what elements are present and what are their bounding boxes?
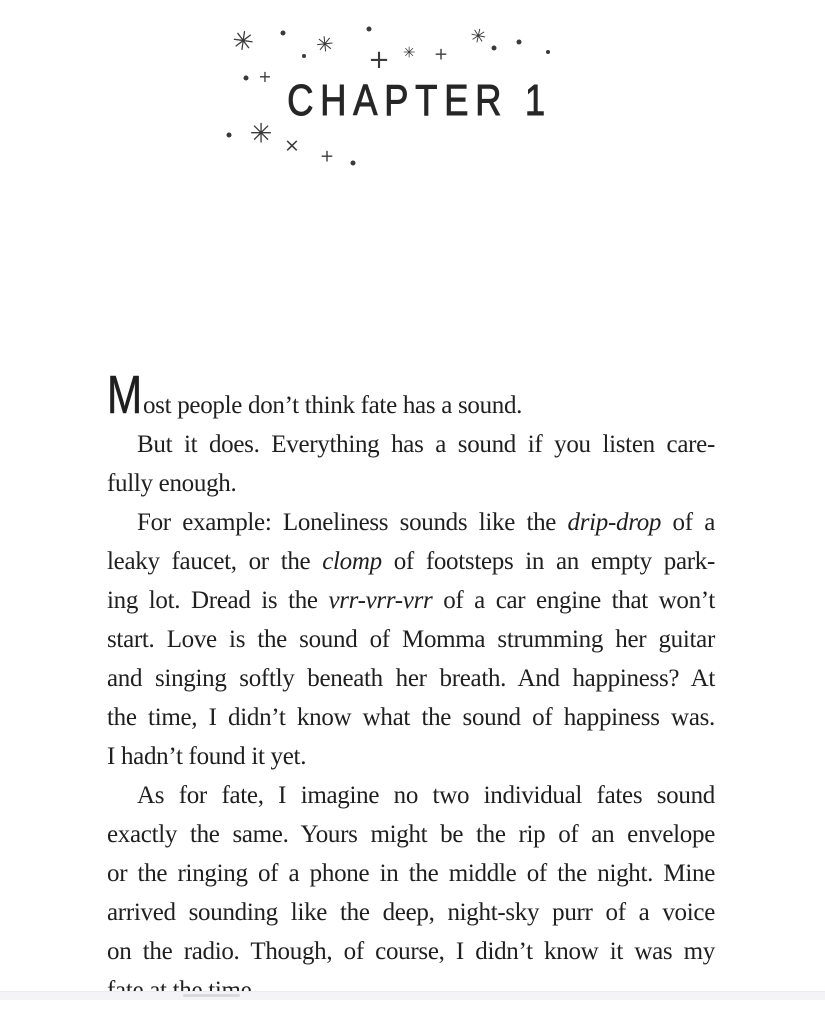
body-paragraph bbox=[107, 425, 715, 503]
text-run: leaky faucet, or the bbox=[107, 548, 323, 575]
plus-icon: + bbox=[368, 45, 390, 75]
asterisk-icon: ✳ bbox=[249, 118, 273, 150]
text-line bbox=[107, 425, 715, 464]
italic-word: vrr-vrr-vrr bbox=[328, 587, 433, 614]
text-line bbox=[107, 464, 715, 503]
text-line bbox=[107, 503, 715, 542]
body-paragraph bbox=[107, 365, 715, 425]
text-line bbox=[107, 365, 715, 425]
text-run: of footsteps in an empty park- bbox=[381, 548, 715, 575]
text-run: But it does. Everything has a sound if you listen care- bbox=[137, 431, 715, 458]
drop-cap: M bbox=[107, 365, 143, 425]
text-line bbox=[107, 776, 715, 815]
body-text bbox=[107, 365, 716, 1010]
page-edge-smudge bbox=[183, 994, 240, 997]
asterisk-icon: ✳ bbox=[468, 24, 489, 49]
asterisk-icon: ✳ bbox=[230, 25, 256, 59]
body-paragraph bbox=[107, 503, 715, 776]
text-line bbox=[107, 737, 715, 776]
text-run: of a bbox=[661, 509, 715, 536]
text-run: of a car engine that won’t bbox=[432, 587, 716, 614]
text-run: I hadn’t found it yet. bbox=[107, 743, 307, 770]
text-run: As for fate, I imagine no two individual fates sound bbox=[137, 782, 715, 809]
text-line bbox=[107, 659, 715, 698]
text-run: start. Love is the sound of Momma strumming her guitar bbox=[107, 626, 715, 653]
text-run: on the radio. Though, of course, I didn’t know it was my bbox=[107, 938, 715, 965]
text-run: exactly the same. Yours might be the rip of an envelope bbox=[107, 821, 715, 848]
text-line bbox=[107, 815, 715, 854]
dot-icon bbox=[227, 133, 232, 138]
text-line bbox=[107, 581, 715, 620]
dot-icon bbox=[302, 54, 306, 58]
text-line bbox=[107, 893, 715, 932]
plus-icon: + bbox=[319, 146, 335, 167]
page-bottom-edge bbox=[0, 991, 825, 1000]
chapter-title: CHAPTER 1 bbox=[287, 76, 552, 125]
dot-icon bbox=[367, 27, 372, 32]
italic-word: drip-drop bbox=[567, 509, 662, 536]
text-line bbox=[107, 932, 715, 971]
text-line bbox=[107, 854, 715, 893]
text-run: fully enough. bbox=[107, 470, 237, 497]
dot-icon bbox=[517, 40, 522, 45]
text-run: For example: Loneliness sounds like the bbox=[137, 509, 568, 536]
cross-icon: × bbox=[284, 134, 300, 157]
dot-icon bbox=[492, 46, 497, 51]
dot-icon bbox=[351, 161, 356, 166]
text-run: ost people don’t think fate has a sound. bbox=[142, 392, 523, 419]
text-run: ing lot. Dread is the bbox=[107, 587, 329, 614]
text-line bbox=[107, 698, 715, 737]
asterisk-icon: ✳ bbox=[402, 43, 416, 62]
italic-word: clomp bbox=[322, 548, 382, 575]
chapter-heading-area bbox=[0, 0, 825, 190]
dot-icon bbox=[281, 31, 286, 36]
body-paragraph bbox=[107, 776, 715, 1010]
plus-icon: + bbox=[433, 44, 449, 65]
text-run: arrived sounding like the deep, night-sky purr of a voice bbox=[107, 899, 715, 926]
dot-icon bbox=[546, 50, 550, 54]
text-run: the time, I didn’t know what the sound of happiness was. bbox=[107, 704, 715, 731]
asterisk-icon: ✳ bbox=[314, 31, 335, 58]
text-run: or the ringing of a phone in the middle of the night. Mine bbox=[107, 860, 715, 887]
plus-icon: + bbox=[258, 67, 272, 86]
text-run: and singing softly beneath her breath. And happiness? At bbox=[107, 665, 715, 692]
text-line bbox=[107, 620, 715, 659]
text-line bbox=[107, 542, 715, 581]
